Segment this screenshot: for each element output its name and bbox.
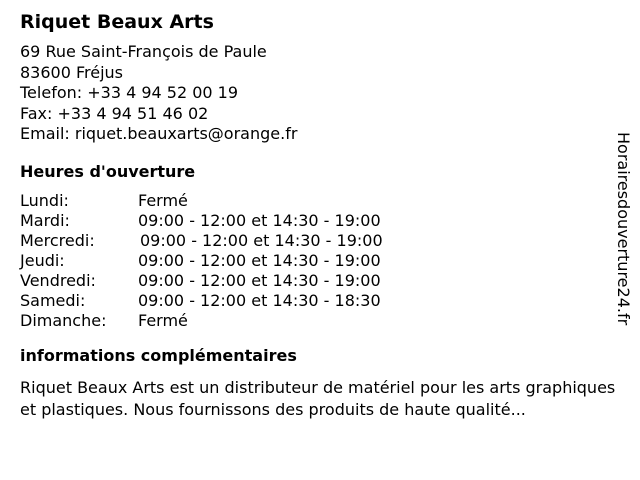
day-hours: 09:00 - 12:00 et 14:30 - 18:30 xyxy=(138,290,381,310)
site-credit: Horairesdouverture24.fr xyxy=(614,132,633,326)
store-name: Riquet Beaux Arts xyxy=(20,11,214,33)
day-hours: 09:00 - 12:00 et 14:30 - 19:00 xyxy=(138,270,381,290)
day-hours: 09:00 - 12:00 et 14:30 - 19:00 xyxy=(140,230,383,250)
hours-row-dimanche xyxy=(20,311,620,331)
day-label: Vendredi: xyxy=(20,270,96,290)
day-label: Jeudi: xyxy=(20,250,65,270)
phone-number: Telefon: +33 4 94 52 00 19 xyxy=(20,83,239,102)
email-address: Email: riquet.beauxarts@orange.fr xyxy=(20,124,298,143)
hours-row-jeudi xyxy=(20,251,620,271)
day-hours: Fermé xyxy=(138,310,188,330)
day-hours: 09:00 - 12:00 et 14:30 - 19:00 xyxy=(138,210,381,230)
day-label: Mardi: xyxy=(20,210,70,230)
hours-row-lundi xyxy=(20,191,620,211)
fax-number: Fax: +33 4 94 51 46 02 xyxy=(20,103,209,123)
day-label: Mercredi: xyxy=(20,230,95,250)
hours-row-vendredi xyxy=(20,271,620,291)
hours-table xyxy=(20,191,620,331)
day-hours: 09:00 - 12:00 et 14:30 - 19:00 xyxy=(138,250,381,270)
address-line-street: 69 Rue Saint-François de Paule xyxy=(20,42,267,61)
day-label: Samedi: xyxy=(20,290,86,310)
day-hours: Fermé xyxy=(138,190,188,210)
store-description: Riquet Beaux Arts est un distributeur de matériel pour les arts graphiques et plastiques. Nous fournissons des produits de haute qualité... xyxy=(20,377,616,419)
day-label: Dimanche: xyxy=(20,310,107,330)
info-heading: informations complémentaires xyxy=(20,345,297,365)
hours-row-samedi xyxy=(20,291,620,311)
hours-row-mercredi xyxy=(20,231,620,251)
hours-row-mardi xyxy=(20,211,620,231)
day-label: Lundi: xyxy=(20,190,69,210)
hours-heading: Heures d'ouverture xyxy=(20,161,196,181)
address-line-city: 83600 Fréjus xyxy=(20,62,124,82)
store-details xyxy=(20,10,620,421)
